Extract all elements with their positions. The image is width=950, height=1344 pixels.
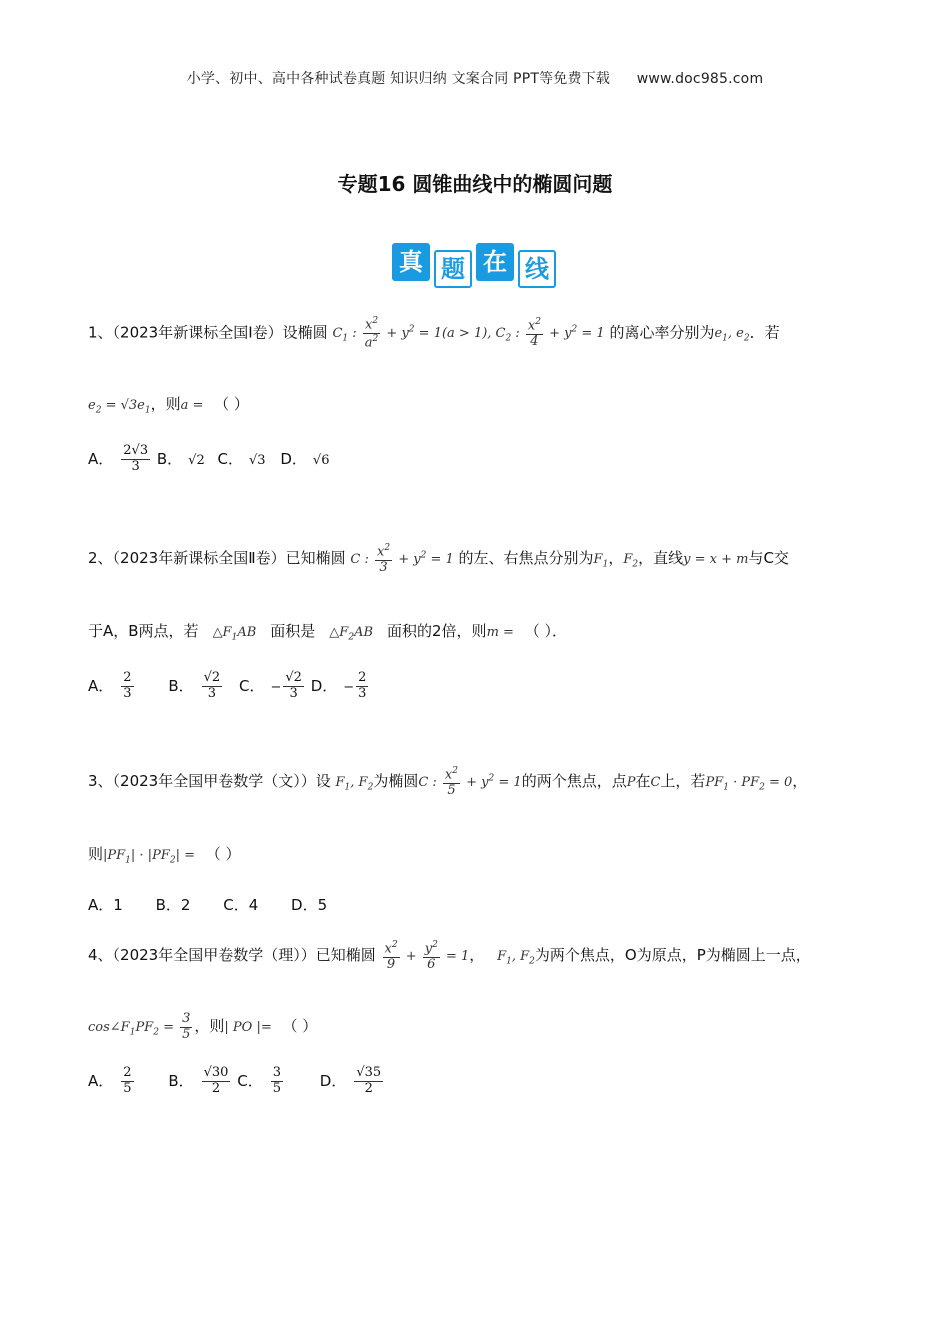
q3-ellipse: C : $\frac{x^2}{5}$ + $y^2 = 1$	[418, 766, 522, 799]
q3-opt-a[interactable]: A．1	[88, 896, 123, 914]
q3-line2	[88, 843, 247, 866]
q2-options	[88, 671, 370, 702]
q1-condition: $e_2 = √3e_1$	[88, 398, 151, 416]
q2-t4: 与C交	[748, 549, 789, 568]
banner-char-4: 线	[518, 250, 556, 288]
zhenti-zaixian-banner	[392, 243, 560, 288]
q4-line1	[88, 940, 811, 973]
q4-opt-d-value: $\frac{√35}{2}$	[356, 1065, 382, 1096]
q1-e1e2: $e_1$, $e_2$	[714, 326, 750, 344]
q2-opt-c-value: $\frac{√2}{3}$	[285, 670, 302, 701]
q1-opt-d-value: √6	[312, 452, 330, 468]
q2-f2: $F_2$	[623, 552, 639, 570]
q4-cos: $\cos\angle F_1PF_2$ = $\frac{3}{5}$	[88, 1011, 191, 1042]
q2-opt-d[interactable]: D．	[310, 676, 338, 695]
q4-opt-a[interactable]: A．	[88, 1071, 114, 1090]
q4-t1: ，	[469, 946, 485, 965]
q2-line1	[88, 543, 789, 576]
q4-l2: ，则	[194, 1016, 225, 1035]
q3-t3: 在	[635, 772, 651, 791]
q2-l2c: 面积的2倍，则	[387, 622, 487, 640]
q4-opt-b[interactable]: B．	[168, 1071, 194, 1090]
q3-c: C	[650, 775, 661, 791]
q1-opt-b[interactable]: B．	[156, 449, 183, 468]
q2-opt-c[interactable]: C．	[238, 676, 265, 695]
page-header	[0, 68, 950, 88]
q2-line-eq: y = x + m	[683, 552, 749, 568]
q2-blank: （ ）．	[524, 622, 567, 640]
q3-t2: 的两个焦点，点	[521, 772, 627, 791]
q3-l2: 则	[88, 845, 104, 863]
q2-tri2: $\triangle F_2AB$	[329, 625, 374, 643]
q1-opt-b-value: √2	[188, 452, 205, 468]
q2-t3: ，直线	[638, 549, 684, 568]
q2-opt-a[interactable]: A．	[88, 676, 114, 695]
q2-opt-d-minus: −	[343, 679, 355, 695]
q1-options	[88, 444, 329, 475]
q1-ellipse-c1: $C_1$ : $\frac{x^2}{a^2}$ + $y^2 = 1(a > 1)$, $C_2$ : $\frac{x^2}{4}$ + $y^2 = 1$	[332, 316, 605, 351]
q4-number: 4、	[88, 946, 113, 965]
q4-opt-c[interactable]: C．	[237, 1071, 263, 1090]
q3-opt-c[interactable]: C．4	[223, 896, 259, 914]
q1-opt-a[interactable]: A．	[88, 449, 114, 468]
q1-opt-a-value: $\frac{2√3}{3}$	[123, 443, 149, 474]
q3-p: P	[626, 775, 636, 791]
q3-number: 3、	[88, 772, 113, 791]
q2-opt-a-value: $\frac{2}{3}$	[123, 670, 132, 701]
q4-ellipse: $\frac{x^2}{9}$ + $\frac{y^2}{6}$ = 1	[384, 940, 470, 973]
q2-opt-b[interactable]: B．	[168, 676, 194, 695]
q4-opt-a-value: $\frac{2}{5}$	[123, 1065, 132, 1096]
q1-opt-c[interactable]: C．	[217, 449, 243, 468]
q2-f1: $F_1$	[593, 552, 609, 570]
q2-l2a: 于A，B两点，若	[88, 622, 199, 640]
banner-char-1: 真	[392, 243, 430, 281]
q2-source: （2023年新课标全国Ⅱ卷）已知椭圆	[112, 549, 346, 568]
banner-char-3: 在	[476, 243, 514, 281]
q2-opt-c-minus: −	[270, 679, 282, 695]
q1-line2-tail: ，则	[150, 395, 181, 413]
q1-line1	[88, 316, 780, 352]
q4-t2: 为两个焦点，O为原点，P为椭圆上一点，	[534, 946, 811, 965]
q1-number: 1、	[88, 323, 113, 342]
q2-number: 2、	[88, 549, 113, 568]
q2-opt-b-value: $\frac{√2}{3}$	[203, 670, 221, 701]
q3-source: （2023年全国甲卷数学（文））设	[112, 772, 331, 791]
q2-t2: ，	[608, 549, 624, 568]
q2-ellipse: C : $\frac{x^2}{3}$ + $y^2 = 1$	[350, 543, 454, 576]
q3-opt-d[interactable]: D．5	[291, 896, 328, 914]
q1-a-eq: a =	[180, 398, 204, 413]
q4-blank: （ ）	[282, 1016, 318, 1035]
q3-t4: 上，若	[660, 772, 706, 791]
q1-line2	[88, 393, 255, 416]
q2-opt-d-value: $\frac{2}{3}$	[358, 670, 367, 701]
q1-blank: （ ）	[214, 395, 249, 413]
q2-t1: 的左、右焦点分别为	[458, 549, 594, 568]
q3-dot: $PF_1 \cdot PF_2 = 0$	[705, 775, 793, 793]
q3-blank: （ ）	[205, 845, 241, 863]
q4-opt-c-value: $\frac{3}{5}$	[272, 1065, 281, 1096]
q2-m-eq: m =	[486, 625, 514, 640]
q4-options	[88, 1066, 385, 1097]
banner-char-2: 题	[434, 250, 472, 288]
q3-f1f2: $F_1$, $F_2$	[335, 775, 374, 793]
q1-source: （2023年新课标全国Ⅰ卷）设椭圆	[112, 323, 328, 342]
q1-tail: ．若	[749, 323, 780, 342]
q3-options	[88, 894, 327, 915]
q1-opt-c-value: √3	[249, 452, 266, 468]
page-title: 专题16 圆锥曲线中的椭圆问题	[337, 172, 613, 196]
q1-mid: 的离心率分别为	[609, 323, 715, 342]
q1-opt-d[interactable]: D．	[280, 449, 307, 468]
q4-f1f2: $F_1$, $F_2$	[497, 949, 535, 967]
q4-line2	[88, 1012, 323, 1043]
header-text: 小学、初中、高中各种试卷真题 知识归纳 文案合同 PPT等免费下载	[186, 71, 611, 87]
q2-tri1: $\triangle F_1AB$	[212, 625, 257, 643]
q4-source: （2023年全国甲卷数学（理））已知椭圆	[112, 946, 376, 965]
q4-opt-d[interactable]: D．	[319, 1071, 347, 1090]
q4-po: | PO |=	[224, 1019, 272, 1035]
q3-t1: 为椭圆	[373, 772, 419, 791]
q4-opt-b-value: $\frac{√30}{2}$	[203, 1065, 229, 1096]
q2-l2b: 面积是	[270, 622, 316, 640]
q3-t5: ，	[792, 772, 808, 791]
q3-line1	[88, 766, 807, 799]
q3-opt-b[interactable]: B．2	[155, 896, 191, 914]
q3-product: $|PF_1| \cdot |PF_2|$ =	[103, 848, 195, 866]
q2-line2	[88, 620, 573, 643]
header-site[interactable]: www.doc985.com	[636, 71, 764, 87]
